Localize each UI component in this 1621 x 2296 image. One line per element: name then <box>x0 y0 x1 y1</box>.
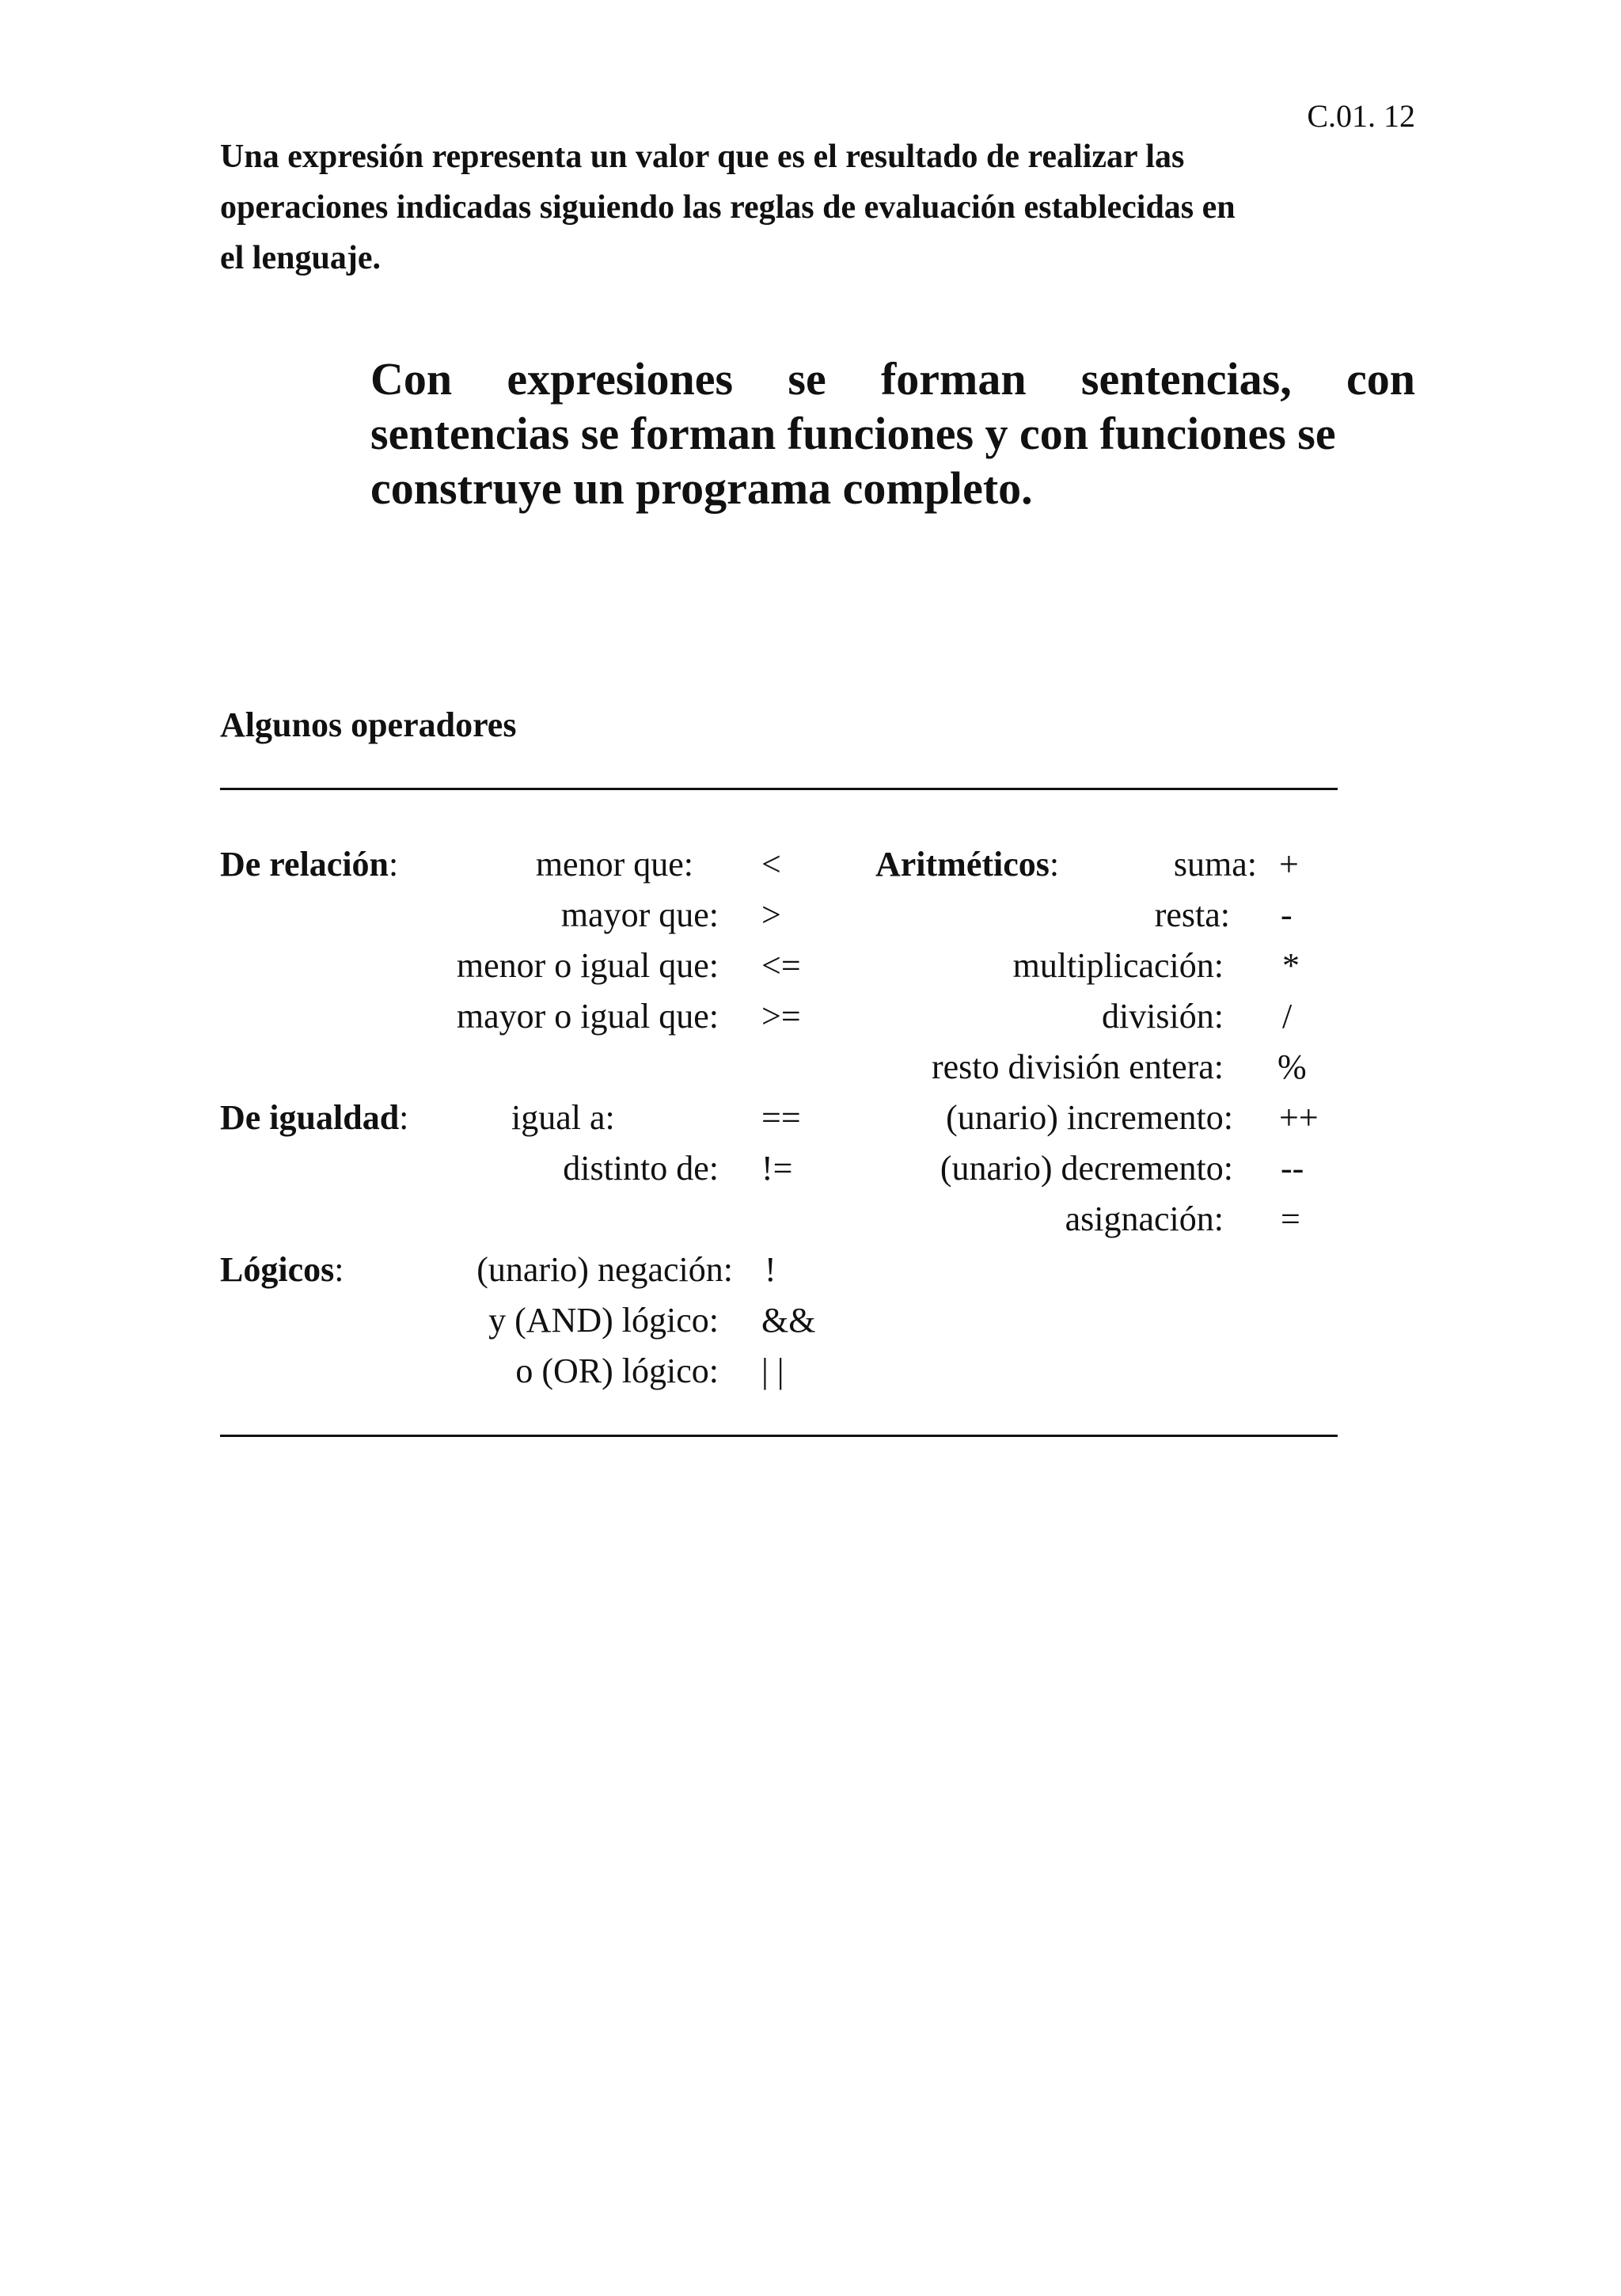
operator-label: menor o igual que: <box>456 946 719 985</box>
operator-label: menor que: <box>535 845 693 884</box>
operator-symbol: - <box>1281 895 1293 934</box>
statement-line: construye un programa completo. <box>370 462 1033 514</box>
operator-symbol: && <box>761 1301 816 1340</box>
group-label-igualdad <box>220 1096 408 1140</box>
operator-label: suma: <box>1173 845 1257 884</box>
operator-symbol: % <box>1277 1047 1307 1086</box>
operator-label: (unario) incremento: <box>946 1098 1233 1137</box>
operator-symbol: -- <box>1281 1149 1304 1188</box>
group-label-colon: : <box>389 845 399 884</box>
group-label-text: Lógicos <box>220 1250 335 1289</box>
operator-symbol: / <box>1282 997 1293 1036</box>
top-divider <box>220 788 1338 790</box>
group-label-relacion <box>220 842 398 887</box>
operator-symbol: <= <box>761 946 801 985</box>
operator-label: resto división entera: <box>931 1047 1224 1086</box>
operator-symbol: ! <box>765 1250 776 1289</box>
intro-line: Una expresión representa un valor que es el resultado de realizar las <box>220 139 1185 175</box>
operator-symbol: + <box>1279 845 1299 884</box>
group-label-aritmeticos <box>875 842 1059 887</box>
operator-label: igual a: <box>511 1098 615 1137</box>
operator-symbol: ++ <box>1279 1098 1319 1137</box>
group-label-colon: : <box>399 1098 409 1137</box>
group-label-logicos <box>220 1248 344 1292</box>
group-label-text: De igualdad <box>220 1098 400 1137</box>
operator-symbol: < <box>761 845 781 884</box>
operator-symbol: | | <box>761 1351 784 1390</box>
group-label-text: De relación <box>220 845 389 884</box>
operator-label: asignación: <box>1065 1199 1224 1238</box>
page-number: C.01. 12 <box>1307 98 1415 134</box>
group-label-text: Aritméticos <box>875 845 1050 884</box>
group-label-colon: : <box>1049 845 1060 884</box>
operator-symbol: = <box>1281 1199 1300 1238</box>
operator-label: o (OR) lógico: <box>515 1351 719 1390</box>
operator-symbol: > <box>761 895 781 934</box>
operator-label: multiplicación: <box>1012 946 1224 985</box>
statement-line: sentencias se forman funciones y con funciones se <box>370 408 1336 459</box>
statement-line: Con expresiones se forman sentencias, con <box>370 353 1415 405</box>
operator-label: (unario) decremento: <box>940 1149 1233 1188</box>
operator-symbol: == <box>761 1098 801 1137</box>
bottom-divider <box>220 1435 1338 1437</box>
operator-symbol: != <box>761 1149 793 1188</box>
group-label-colon: : <box>334 1250 344 1289</box>
operator-label: y (AND) lógico: <box>488 1301 719 1340</box>
operator-symbol: * <box>1282 946 1300 985</box>
operator-label: resta: <box>1154 895 1230 934</box>
operator-label: distinto de: <box>563 1149 719 1188</box>
intro-line: el lenguaje. <box>220 240 381 276</box>
operators-title: Algunos operadores <box>220 705 517 744</box>
operator-label: mayor que: <box>560 895 719 934</box>
intro-paragraph <box>220 131 1423 283</box>
operator-label: (unario) negación: <box>476 1250 733 1289</box>
operator-label: mayor o igual que: <box>456 997 719 1036</box>
intro-line: operaciones indicadas siguiendo las reglas de evaluación establecidas en <box>220 189 1236 226</box>
operator-symbol: >= <box>761 997 801 1036</box>
statement-paragraph <box>370 352 1415 515</box>
operator-label: división: <box>1101 997 1224 1036</box>
